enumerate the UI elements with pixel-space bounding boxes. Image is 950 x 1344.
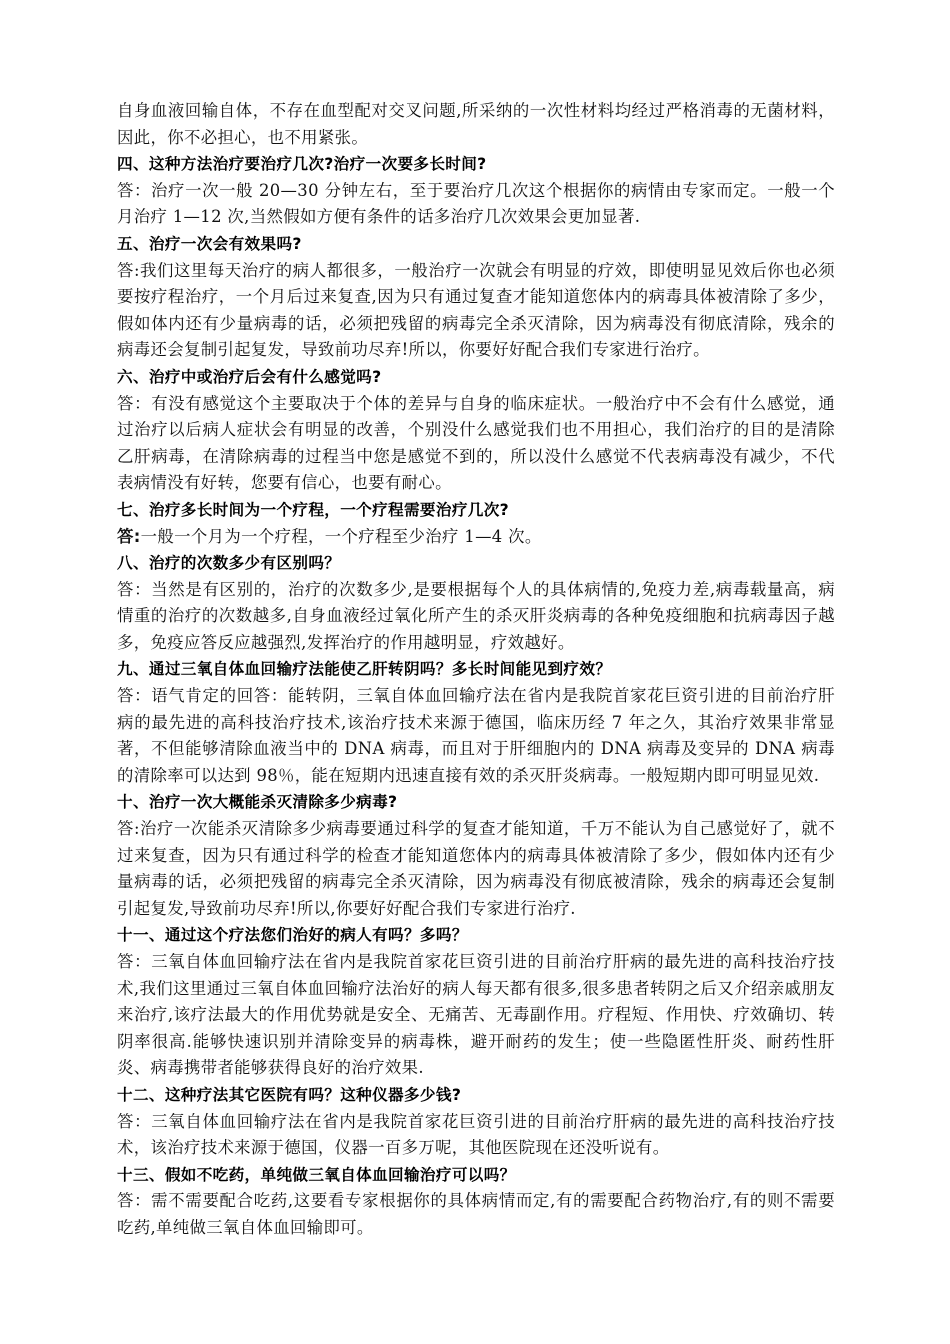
question-5: 五、治疗一次会有效果吗? [117,234,302,253]
question-7: 七、治疗多长时间为一个疗程，一个疗程需要治疗几次? [117,500,510,519]
answer-6: 答：有没有感觉这个主要取决于个体的差异与自身的临床症状。一般治疗中不会有什么感觉，通过治疗以后病人症状会有明显的改善，个别没什么感觉我们也不用担心，我们治疗的目的是清除乙肝病毒，在清除病毒的过程当中您是感觉不到的，所以没什么感觉不代表病毒没有减少，不代表病情没有好转，您要有信心，也要有耐心。 [117,393,835,493]
question-10: 十、治疗一次大概能杀灭清除多少病毒? [117,793,398,812]
answer-label: 答: [117,526,141,546]
question-13: 十三、假如不吃药，单纯做三氧自体血回输治疗可以吗？ [117,1165,516,1184]
intro-paragraph: 自身血液回输自体，不存在血型配对交叉问题,所采纳的一次性材料均经过严格消毒的无菌材料，因此，你不必担心，也不用紧张。 [117,101,835,147]
answer-7 [117,524,835,551]
question-9: 九、通过三氧自体血回输疗法能使乙肝转阴吗？多长时间能见到疗效？ [117,660,612,679]
question-4: 四、这种方法治疗要治疗几次?治疗一次要多长时间? [117,155,487,174]
answer-13: 答：需不需要配合吃药,这要看专家根据你的具体病情而定,有的需要配合药物治疗,有的则不需要吃药,单纯做三氧自体血回输即可。 [117,1191,835,1237]
answer-12: 答：三氧自体血回输疗法在省内是我院首家花巨资引进的目前治疗肝病的最先进的高科技治疗技术，该治疗技术来源于德国，仪器一百多万呢，其他医院现在还没听说有。 [117,1111,835,1158]
answer-9: 答：语气肯定的回答：能转阴，三氧自体血回输疗法在省内是我院首家花巨资引进的目前治疗肝病的最先进的高科技治疗技术,该治疗技术来源于德国，临床历经 7 年之久，其治疗效果非常显著，不但能够清除血液当中的 DNA 病毒，而且对于肝细胞内的 DNA 病毒及变异的 DNA 病毒的清除率可以达到 98％，能在短期内迅速直接有效的杀灭肝炎病毒。一般短期内即可明显见效. [117,686,835,785]
answer-7-text: 一般一个月为一个疗程，一个疗程至少治疗 1—4 次。 [140,526,542,546]
answer-10: 答:治疗一次能杀灭清除多少病毒要通过科学的复查才能知道，千万不能认为自己感觉好了，就不过来复查，因为只有通过科学的检查才能知道您体内的病毒具体被清除了多少，假如体内还有少量病毒的话，必须把残留的病毒完全杀灭清除，因为病毒没有彻底被清除，残余的病毒还会复制引起复发,导致前功尽弃!所以,你要好好配合我们专家进行治疗. [117,819,835,918]
answer-4: 答：治疗一次一般 20—30 分钟左右，至于要治疗几次这个根据你的病情由专家而定。一般一个月治疗 1—12 次,当然假如方便有条件的话多治疗几次效果会更加显著. [117,180,835,227]
answer-11: 答：三氧自体血回输疗法在省内是我院首家花巨资引进的目前治疗肝病的最先进的高科技治疗技术,我们这里通过三氧自体血回输疗法治好的病人每天都有很多,很多患者转阴之后又介绍亲戚朋友来治疗,该疗法最大的作用优势就是安全、无痛苦、无毒副作用。疗程短、作用快、疗效确切、转阴率很高.能够快速识别并清除变异的病毒株，避开耐药的发生；使一些隐匿性肝炎、耐药性肝炎、病毒携带者能够获得良好的治疗效果. [117,952,835,1078]
answer-8: 答：当然是有区别的，治疗的次数多少,是要根据每个人的具体病情的,免疫力差,病毒载量高，病情重的治疗的次数越多,自身血液经过氧化所产生的杀灭肝炎病毒的各种免疫细胞和抗病毒因子越多，免疫应答反应越强烈,发挥治疗的作用越明显，疗效越好。 [117,579,835,652]
question-8: 八、治疗的次数多少有区别吗？ [117,554,341,573]
answer-5: 答:我们这里每天治疗的病人都很多，一般治疗一次就会有明显的疗效，即使明显见效后你也必须要按疗程治疗，一个月后过来复查,因为只有通过复查才能知道您体内的病毒具体被清除了多少，假如体内还有少量病毒的话，必须把残留的病毒完全杀灭清除，因为病毒没有彻底清除，残余的病毒还会复制引起复发，导致前功尽弃!所以，你要好好配合我们专家进行治疗。 [117,260,835,360]
question-12: 十二、这种疗法其它医院有吗？这种仪器多少钱? [117,1085,462,1104]
document-page [117,98,835,1242]
question-11: 十一、通过这个疗法您们治好的病人有吗？多吗？ [117,926,468,945]
question-6: 六、治疗中或治疗后会有什么感觉吗? [117,367,382,386]
